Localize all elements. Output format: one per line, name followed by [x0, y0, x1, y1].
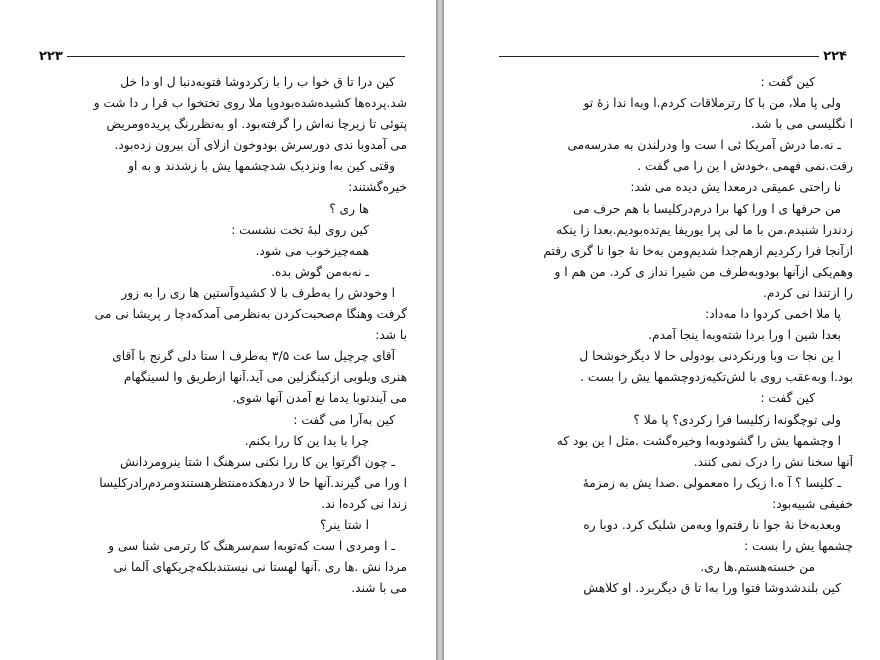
- text-line: ـ کلیسا ؟ آ ه.ا زیک را ه‌معمولی .صدا یش به زمزمهٔ: [582, 475, 841, 490]
- text-line: وقتی کین به‌ا ونزدیک شدچشمها یش با زشدند و به او: [128, 159, 395, 174]
- text-line: وبعدبه‌خا نهٔ جوا نا رفتم‌وا وبه‌من شلیک کرد. دوبا ره: [583, 517, 841, 532]
- text-line: کین گفت :: [760, 75, 815, 89]
- text-line: شد.پرده‌ها کشیده‌شده‌بودوپا ملا روی تختخوا ب قرا ر دا شت و: [93, 96, 407, 111]
- text-line: وهم‌یکی ازآنها بودوبه‌طرف من شیرا نداز ی کرد. من هم ا و: [554, 264, 853, 279]
- text-line: چرا با یدا ین کا ررا بکنم.: [244, 433, 369, 448]
- text-line: بعدا شین ا ورا بردا شته‌وبه‌ا ینجا آمدم.: [648, 328, 841, 343]
- text-line: ـ نه.ما درش آمریکا ئی ا ست وا ودرلندن به مدرسه‌می: [567, 138, 841, 153]
- text-line: من خسته‌هستم.ها ری.: [700, 560, 815, 575]
- text-line: می آیندتوبا یدما نع آمدن آنها شوی.: [232, 391, 407, 406]
- left-page-body: [35, 72, 407, 599]
- left-header-rule: [67, 56, 405, 57]
- text-line: آنها سخنا نش را درک نمی کنند.: [693, 454, 853, 469]
- text-line: کین روی لبه‌ٔ تخت نشست :: [231, 222, 369, 237]
- text-line: زدندرا شنیدم.من با ما لی پرا یوریفا یم‌تده‌بودیم.بعدا زا ینکه: [556, 222, 853, 237]
- text-line: رفت.نمی فهمی ،خودش ا ین را می گفت .: [637, 159, 853, 174]
- text-line: ـ نه‌به‌من گوش بده.: [271, 264, 369, 279]
- text-line: ولی پا ملا، من با کا رترملاقات کردم.ا وبه‌ا ندا زهٔ تو: [583, 96, 841, 111]
- right-page-header: [499, 46, 851, 66]
- text-line: ها ری ؟: [329, 201, 369, 216]
- left-page: [0, 0, 437, 660]
- right-header-rule: [499, 56, 819, 57]
- text-line: کین گفت :: [760, 391, 815, 406]
- text-line: زندا نی کرده‌ا ند.: [321, 496, 407, 511]
- left-page-header: [35, 46, 405, 66]
- text-line: هنری ویلوبی ازکینگزلین می آید.آنها ازطریق وا لسینگهام: [123, 370, 407, 385]
- text-line: ـ چون اگرتوا ین کا ررا نکنی سرهنگ ا شتا ینرومردانش: [120, 454, 395, 469]
- text-line: ا نگلیسی می با شد.: [750, 117, 853, 132]
- text-line: کین به‌آرا می گفت :: [293, 412, 395, 427]
- right-page-body: [496, 72, 853, 599]
- text-line: همه‌چیزخوب می شود.: [255, 243, 369, 258]
- text-line: کین درا تا ق خوا ب را با زکردوشا فتوبه‌دنبا ل او دا خل: [120, 75, 395, 89]
- text-line: من حرفها ی ا ورا کها برا درم‌درکلیسا با هم حرف می: [572, 201, 841, 216]
- text-line: مردا نش .ها ری .آنها لهستا نی نیستندبلکه‌چریکهای آلما نی: [113, 560, 407, 575]
- right-page-number: ۲۲۴: [823, 48, 847, 64]
- text-line: پا ملا اخمی کردوا دا مه‌داد:: [705, 307, 841, 322]
- text-line: نا راحتی عمیقی درمعدا یش دیده می شد:: [630, 180, 841, 195]
- left-page-number: ۲۲۳: [39, 48, 63, 64]
- text-line: آقای چرچیل سا عت ۳/۵ به‌طرف ا ستا دلی گرنج با آقای: [112, 349, 395, 364]
- text-line: کین بلندشدوشا فتوا ورا به‌ا تا ق دیگربرد. او کلاهش: [583, 581, 841, 596]
- text-line: گرفت وهنگا م‌صحبت‌کردن به‌نظرمی آمدکه‌دچا ر پریشا نی می: [94, 307, 407, 322]
- text-line: ا ین نجا ت وبا ورنکردنی بودولی حا لا دیگرخوشحا ل: [579, 349, 841, 364]
- text-line: ا وخودش را به‌طرف با لا کشیدوآستین ها ری را به زور: [121, 285, 395, 300]
- text-line: چشمها یش را بست :: [744, 539, 853, 554]
- text-line: ا شتا ینر؟: [320, 517, 369, 532]
- right-page: [443, 0, 880, 660]
- text-line: بود.ا وبه‌عقب روی با لش‌تکیه‌زدوچشمها یش را بست .: [580, 370, 853, 385]
- text-line: ازآنجا فرا رکردیم ازهم‌جدا شدیم‌ومن به‌خا نهٔ جوا نا گری رفتم: [543, 243, 853, 258]
- text-line: خیره‌گشتند:: [348, 180, 407, 195]
- text-line: پتوئی تا زیرچا نه‌اش را گرفته‌بود. او به‌نظررنگ پریده‌ومریض: [106, 117, 407, 132]
- text-line: ا وچشمها یش را گشودوبه‌ا وخیره‌گشت .مثل ا ین بود که: [556, 433, 841, 448]
- text-line: ا ورا می گیرند.آنها حا لا دردهکده‌منتظرهستندومردم‌رادرکلیسا: [99, 475, 407, 490]
- text-line: ولی توچگونه‌ا زکلیسا فرا رکردی؟ پا ملا ؟: [633, 412, 841, 427]
- text-line: را ازتندا نی کردم.: [763, 285, 853, 300]
- text-line: می با شند.: [351, 581, 407, 596]
- text-line: ـ ا ومردی ا ست که‌توبه‌ا سم‌سرهنگ کا رترمی شنا سی و: [108, 539, 395, 554]
- text-line: خفیفی شبیه‌بود:: [772, 496, 853, 511]
- text-line: می آمدوبا ندی دورسرش بودوخون ازلای آن بیرون زده‌بود.: [114, 138, 407, 153]
- text-line: با شد:: [375, 328, 407, 343]
